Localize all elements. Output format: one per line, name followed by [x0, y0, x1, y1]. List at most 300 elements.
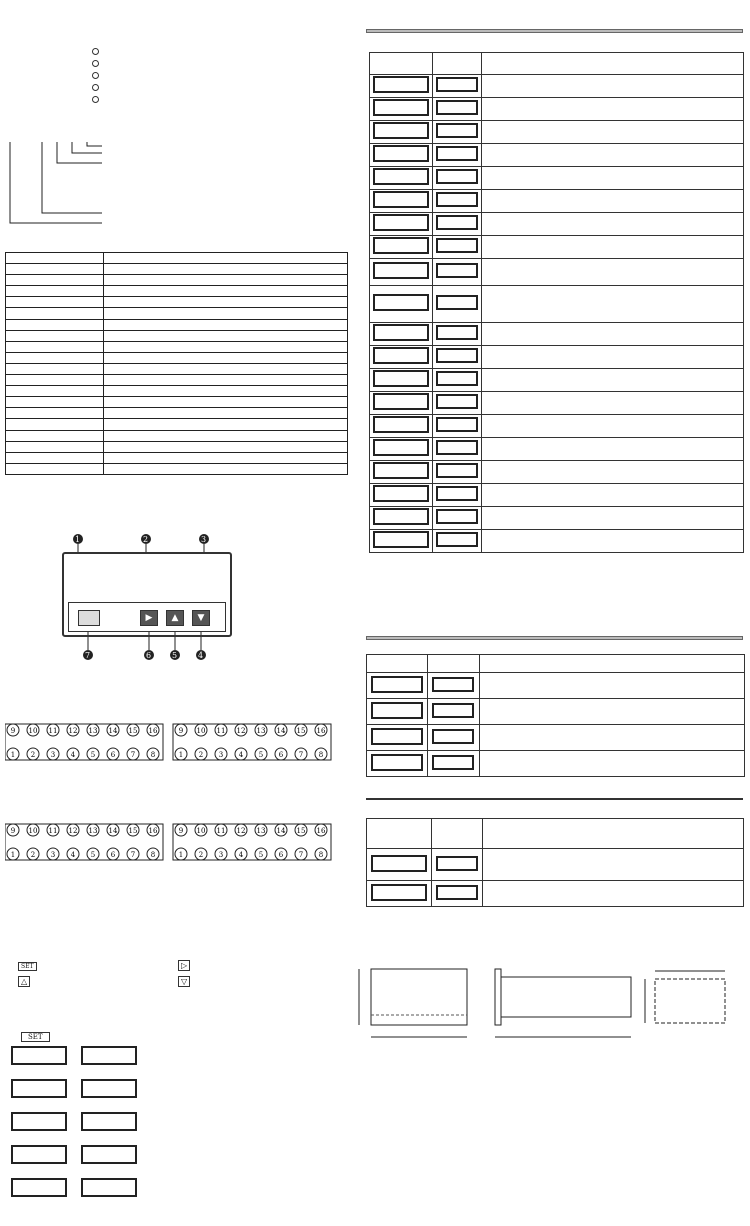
- menu-code-cell: [370, 121, 433, 144]
- terminal: [255, 848, 267, 860]
- default-cell: [433, 461, 482, 484]
- spec-label: [6, 386, 104, 397]
- terminal: [107, 824, 119, 836]
- calib-desc: [480, 699, 745, 725]
- step-value: [81, 1112, 137, 1131]
- advanced-menu-table: [366, 818, 744, 907]
- key-legend: [18, 960, 348, 1000]
- menu-code: [373, 324, 429, 341]
- table-row: [370, 75, 744, 98]
- svg-text:13: 13: [256, 827, 266, 835]
- menu-desc: [482, 190, 744, 213]
- svg-text:12: 12: [236, 827, 246, 835]
- spec-value: [104, 275, 348, 286]
- default-cell: [433, 144, 482, 167]
- step-value: [81, 1079, 137, 1098]
- menu-desc: [482, 323, 744, 346]
- features-list: [92, 46, 104, 106]
- spec-label: [6, 286, 104, 297]
- svg-text:13: 13: [88, 727, 98, 735]
- terminal: [7, 748, 19, 760]
- terminal: [315, 724, 327, 736]
- spec-value: [104, 375, 348, 386]
- terminal: [7, 724, 19, 736]
- alarm-step: [5, 1112, 350, 1142]
- terminal: [67, 848, 79, 860]
- menu-code: [373, 294, 429, 311]
- terminal: [7, 848, 19, 860]
- svg-text:12: 12: [68, 827, 78, 835]
- terminal: [175, 848, 187, 860]
- svg-text:1: 1: [10, 851, 16, 859]
- menu-code-cell: [370, 190, 433, 213]
- table-row: [6, 463, 348, 474]
- terminal: [27, 748, 39, 760]
- menu-desc: [482, 461, 744, 484]
- col-header: [482, 53, 744, 75]
- calib-code: [371, 754, 423, 771]
- svg-text:12: 12: [236, 727, 246, 735]
- adv-default-cell: [432, 849, 483, 881]
- terminal: [107, 848, 119, 860]
- adv-code-cell: [367, 849, 432, 881]
- table-row: [6, 363, 348, 374]
- menu-desc: [482, 346, 744, 369]
- svg-text:8: 8: [150, 851, 156, 859]
- terminal: [275, 748, 287, 760]
- adv-code-cell: [367, 881, 432, 907]
- calib-default-cell: [428, 673, 480, 699]
- spec-label: [6, 441, 104, 452]
- menu-desc: [482, 392, 744, 415]
- calib-default-cell: [428, 751, 480, 777]
- table-row: [6, 375, 348, 386]
- set-key-icon: SET: [18, 962, 37, 971]
- spec-value: [104, 452, 348, 463]
- spec-value: [104, 253, 348, 264]
- terminal: [315, 748, 327, 760]
- alarm-step: [5, 1046, 350, 1076]
- svg-text:9: 9: [178, 727, 184, 735]
- menu-code: [373, 462, 429, 479]
- terminal: [87, 748, 99, 760]
- default-value: [436, 123, 478, 138]
- terminal: [295, 824, 307, 836]
- calib-code: [371, 728, 423, 745]
- menu-code: [373, 531, 429, 548]
- step-code: [11, 1079, 67, 1098]
- default-cell: [433, 346, 482, 369]
- spec-value: [104, 463, 348, 474]
- terminal: [127, 748, 139, 760]
- default-value: [436, 417, 478, 432]
- spec-label: [6, 319, 104, 330]
- menu-code: [373, 262, 429, 279]
- terminal: [215, 724, 227, 736]
- default-value: [436, 77, 478, 92]
- menu-desc: [482, 484, 744, 507]
- terminal: [235, 748, 247, 760]
- default-cell: [433, 484, 482, 507]
- spec-value: [104, 386, 348, 397]
- terminal: [235, 848, 247, 860]
- terminal: [175, 724, 187, 736]
- calib-code-cell: [367, 699, 428, 725]
- default-value: [436, 463, 478, 478]
- menu-code-cell: [370, 438, 433, 461]
- wiring-svg: [5, 700, 350, 910]
- step-value: [81, 1178, 137, 1197]
- menu-code-cell: [370, 484, 433, 507]
- svg-text:14: 14: [276, 727, 286, 735]
- terminal: [275, 848, 287, 860]
- menu-desc: [482, 213, 744, 236]
- table-row: [370, 323, 744, 346]
- svg-text:8: 8: [150, 751, 156, 759]
- adv-code: [371, 855, 427, 872]
- table-row: [6, 330, 348, 341]
- svg-text:13: 13: [256, 727, 266, 735]
- svg-text:14: 14: [108, 827, 118, 835]
- table-row: [367, 849, 744, 881]
- default-cell: [433, 236, 482, 259]
- svg-text:16: 16: [316, 827, 326, 835]
- calib-default: [432, 729, 474, 744]
- menu-code: [373, 76, 429, 93]
- default-cell: [433, 286, 482, 323]
- svg-text:4: 4: [198, 651, 204, 660]
- svg-text:1: 1: [178, 851, 184, 859]
- step-value: [81, 1046, 137, 1065]
- svg-text:14: 14: [276, 827, 286, 835]
- function-menu-table: [369, 52, 744, 553]
- svg-text:8: 8: [318, 851, 324, 859]
- default-value: [436, 394, 478, 409]
- svg-text:2: 2: [30, 751, 36, 759]
- terminal: [235, 724, 247, 736]
- terminal: [255, 824, 267, 836]
- table-row: [370, 530, 744, 553]
- svg-text:10: 10: [196, 727, 206, 735]
- svg-text:3: 3: [50, 851, 56, 859]
- svg-text:6: 6: [110, 751, 116, 759]
- spec-value: [104, 430, 348, 441]
- default-cell: [433, 438, 482, 461]
- default-cell: [433, 190, 482, 213]
- step-set-key: SET: [21, 1032, 50, 1042]
- menu-code-cell: [370, 415, 433, 438]
- svg-text:16: 16: [316, 727, 326, 735]
- default-value: [436, 509, 478, 524]
- table-row: [6, 275, 348, 286]
- menu-desc: [482, 98, 744, 121]
- step-code: [11, 1112, 67, 1131]
- adv-desc: [483, 881, 744, 907]
- menu-code-cell: [370, 213, 433, 236]
- menu-code-cell: [370, 507, 433, 530]
- advanced-menu-warning: [366, 798, 743, 800]
- col-header: [433, 53, 482, 75]
- table-row: [6, 286, 348, 297]
- spec-label: [6, 419, 104, 430]
- calib-desc: [480, 751, 745, 777]
- svg-text:16: 16: [148, 727, 158, 735]
- default-value: [436, 371, 478, 386]
- terminal: [195, 724, 207, 736]
- step-code: [11, 1145, 67, 1164]
- calib-code-cell: [367, 751, 428, 777]
- table-row: [6, 341, 348, 352]
- spec-value: [104, 397, 348, 408]
- svg-text:4: 4: [70, 751, 76, 759]
- terminal: [175, 824, 187, 836]
- table-row: [370, 484, 744, 507]
- menu-code: [373, 485, 429, 502]
- col-header: [428, 655, 480, 673]
- feature-item: [92, 82, 104, 94]
- calib-code-cell: [367, 673, 428, 699]
- svg-text:5: 5: [258, 851, 264, 859]
- down-icon: ▽: [178, 976, 190, 987]
- menu-code-cell: [370, 144, 433, 167]
- table-row: [370, 507, 744, 530]
- table-row: [370, 461, 744, 484]
- terminal: [147, 724, 159, 736]
- svg-text:3: 3: [218, 751, 224, 759]
- spec-label: [6, 452, 104, 463]
- calib-warning: [366, 636, 743, 640]
- menu-code: [373, 145, 429, 162]
- terminal: [195, 748, 207, 760]
- step-code: [11, 1046, 67, 1065]
- default-value: [436, 169, 478, 184]
- table-row: [6, 408, 348, 419]
- up-icon: △: [18, 976, 30, 987]
- col-header: [370, 53, 433, 75]
- menu-code-cell: [370, 75, 433, 98]
- spec-label: [6, 363, 104, 374]
- table-row: [6, 430, 348, 441]
- spec-value: [104, 330, 348, 341]
- menu-code: [373, 439, 429, 456]
- down-key-icon[interactable]: ▼: [192, 610, 210, 626]
- table-row: [370, 392, 744, 415]
- feature-item: [92, 46, 104, 58]
- default-value: [436, 532, 478, 547]
- svg-text:1: 1: [10, 751, 16, 759]
- svg-text:4: 4: [238, 851, 244, 859]
- alarm-steps: [5, 1032, 350, 1226]
- svg-text:15: 15: [128, 727, 138, 735]
- col-header: [367, 655, 428, 673]
- default-value: [436, 325, 478, 340]
- default-cell: [433, 415, 482, 438]
- calib-code: [371, 676, 423, 693]
- svg-text:7: 7: [130, 751, 136, 759]
- table-row: [370, 98, 744, 121]
- svg-text:10: 10: [28, 827, 38, 835]
- function-menu-warning: [366, 29, 743, 33]
- menu-code-cell: [370, 98, 433, 121]
- menu-code-cell: [370, 530, 433, 553]
- menu-code: [373, 237, 429, 254]
- terminal: [87, 848, 99, 860]
- spec-label: [6, 341, 104, 352]
- menu-desc: [482, 286, 744, 323]
- terminal: [27, 724, 39, 736]
- adv-default: [436, 885, 478, 900]
- spec-value: [104, 319, 348, 330]
- spec-label: [6, 275, 104, 286]
- table-row: [370, 121, 744, 144]
- spec-value: [104, 286, 348, 297]
- terminal: [127, 724, 139, 736]
- svg-text:5: 5: [258, 751, 264, 759]
- adv-code: [371, 884, 427, 901]
- table-row: [370, 190, 744, 213]
- table-row: [370, 346, 744, 369]
- table-row: [6, 352, 348, 363]
- terminal: [255, 724, 267, 736]
- table-row: [6, 441, 348, 452]
- adv-default: [436, 856, 478, 871]
- terminal: [107, 724, 119, 736]
- terminal: [47, 848, 59, 860]
- table-row: [370, 259, 744, 286]
- menu-code-cell: [370, 346, 433, 369]
- terminal: [295, 848, 307, 860]
- shift-key-icon[interactable]: ▶: [140, 610, 158, 626]
- svg-text:15: 15: [128, 827, 138, 835]
- menu-code-cell: [370, 286, 433, 323]
- svg-text:7: 7: [298, 851, 304, 859]
- spec-label: [6, 308, 104, 319]
- menu-code: [373, 416, 429, 433]
- terminal: [67, 824, 79, 836]
- terminal: [235, 824, 247, 836]
- svg-text:5: 5: [90, 751, 96, 759]
- default-cell: [433, 167, 482, 190]
- spec-value: [104, 341, 348, 352]
- menu-desc: [482, 530, 744, 553]
- terminal: [7, 824, 19, 836]
- terminal: [275, 724, 287, 736]
- table-row: [6, 253, 348, 264]
- svg-text:6: 6: [278, 851, 284, 859]
- menu-code: [373, 347, 429, 364]
- spec-value: [104, 297, 348, 308]
- default-value: [436, 192, 478, 207]
- menu-desc: [482, 507, 744, 530]
- spec-label: [6, 264, 104, 275]
- terminal: [315, 848, 327, 860]
- dimension-drawing: [355, 965, 745, 1053]
- svg-text:6: 6: [110, 851, 116, 859]
- table-row: [370, 213, 744, 236]
- default-value: [436, 215, 478, 230]
- terminal: [47, 748, 59, 760]
- table-row: [6, 264, 348, 275]
- spec-label: [6, 463, 104, 474]
- default-value: [436, 263, 478, 278]
- default-value: [436, 146, 478, 161]
- terminal: [215, 848, 227, 860]
- svg-text:1: 1: [75, 535, 81, 544]
- table-row: [367, 673, 745, 699]
- terminal: [147, 824, 159, 836]
- menu-desc: [482, 369, 744, 392]
- default-cell: [433, 213, 482, 236]
- svg-text:5: 5: [90, 851, 96, 859]
- spec-label: [6, 352, 104, 363]
- spec-label: [6, 330, 104, 341]
- svg-text:5: 5: [172, 651, 178, 660]
- terminal: [67, 748, 79, 760]
- col-header: [480, 655, 745, 673]
- terminal: [47, 724, 59, 736]
- terminal: [27, 824, 39, 836]
- spec-label: [6, 408, 104, 419]
- table-row: [6, 452, 348, 463]
- alarm-step: [5, 1178, 350, 1208]
- calib-default-cell: [428, 699, 480, 725]
- table-row: [367, 699, 745, 725]
- up-key-icon[interactable]: ▲: [166, 610, 184, 626]
- menu-desc: [482, 144, 744, 167]
- svg-text:11: 11: [48, 727, 58, 735]
- default-value: [436, 348, 478, 363]
- svg-text:2: 2: [198, 851, 204, 859]
- table-row: [370, 144, 744, 167]
- terminal: [295, 748, 307, 760]
- calib-default: [432, 755, 474, 770]
- svg-text:15: 15: [296, 827, 306, 835]
- menu-code-cell: [370, 236, 433, 259]
- table-row: [370, 236, 744, 259]
- svg-text:9: 9: [10, 727, 16, 735]
- svg-text:8: 8: [318, 751, 324, 759]
- menu-desc: [482, 121, 744, 144]
- svg-text:3: 3: [50, 751, 56, 759]
- svg-text:4: 4: [70, 851, 76, 859]
- menu-code-cell: [370, 167, 433, 190]
- col-header: [483, 819, 744, 849]
- default-value: [436, 100, 478, 115]
- svg-text:13: 13: [88, 827, 98, 835]
- alarm-step: [5, 1079, 350, 1109]
- table-row: [370, 438, 744, 461]
- svg-text:16: 16: [148, 827, 158, 835]
- menu-code: [373, 168, 429, 185]
- default-value: [436, 486, 478, 501]
- svg-text:2: 2: [30, 851, 36, 859]
- set-key[interactable]: [78, 610, 100, 626]
- spec-label: [6, 253, 104, 264]
- spec-value: [104, 352, 348, 363]
- table-row: [6, 319, 348, 330]
- svg-text:6: 6: [146, 651, 152, 660]
- default-value: [436, 440, 478, 455]
- menu-code: [373, 122, 429, 139]
- svg-text:7: 7: [85, 651, 91, 660]
- menu-code: [373, 508, 429, 525]
- table-row: [370, 369, 744, 392]
- default-cell: [433, 323, 482, 346]
- terminal: [215, 748, 227, 760]
- svg-text:2: 2: [198, 751, 204, 759]
- terminal: [127, 824, 139, 836]
- table-row: [6, 297, 348, 308]
